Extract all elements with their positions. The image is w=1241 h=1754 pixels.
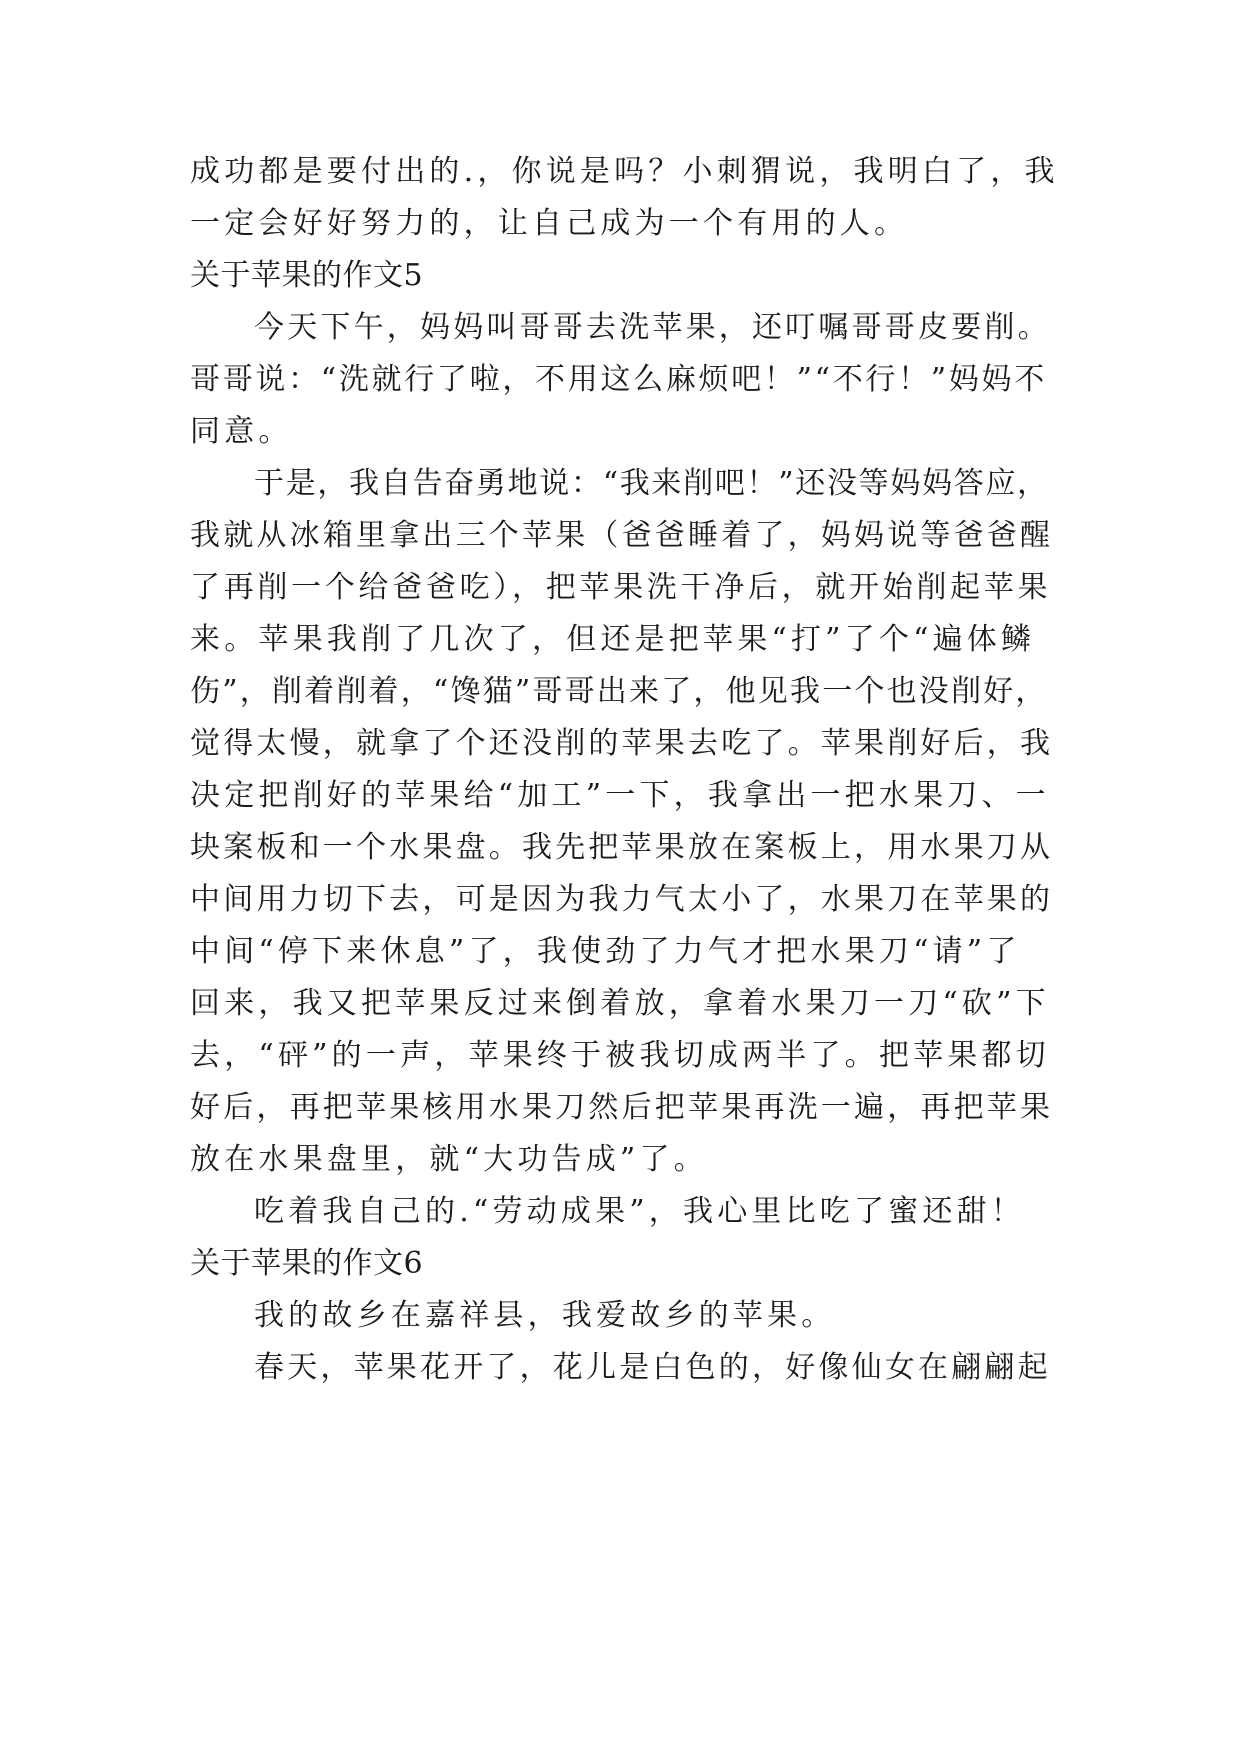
text-line: 中间“停下来休息”了，我使劲了力气才把水果刀“请”了 bbox=[190, 934, 1021, 969]
text-line: 去，“砰”的一声，苹果终于被我切成两半了。把苹果都切 bbox=[190, 1038, 1050, 1073]
text-line: 了再削一个给爸爸吃），把苹果洗干净后，就开始削起苹果 bbox=[190, 570, 1052, 605]
text-line: 来。苹果我削了几次了，但还是把苹果“打”了个“遍体鳞 bbox=[190, 622, 1036, 657]
text-line: 中间用力切下去，可是因为我力气太小了，水果刀在苹果的 bbox=[190, 882, 1054, 917]
paragraph-first-line: 今天下午，妈妈叫哥哥去洗苹果，还叮嘱哥哥皮要削。 bbox=[254, 310, 1051, 345]
text-line: 同意。 bbox=[190, 414, 293, 449]
text-line: 哥哥说：“洗就行了啦，不用这么麻烦吧！”“不行！”妈妈不 bbox=[190, 362, 1047, 397]
text-line: 回来，我又把苹果反过来倒着放，拿着水果刀一刀“砍”下 bbox=[190, 986, 1050, 1021]
text-line: 一定会好好努力的，让自己成为一个有用的人。 bbox=[190, 206, 909, 241]
text-line: 块案板和一个水果盘。我先把苹果放在案板上，用水果刀从 bbox=[190, 830, 1054, 865]
text-line: 觉得太慢，就拿了个还没削的苹果去吃了。苹果削好后，我 bbox=[190, 726, 1054, 761]
text-line: 决定把削好的苹果给“加工”一下，我拿出一把水果刀、一 bbox=[190, 778, 1050, 813]
section-heading: 关于苹果的作文5 bbox=[190, 258, 424, 293]
text-line: 成功都是要付出的.，你说是吗？小刺猬说，我明白了，我 bbox=[190, 154, 1059, 189]
paragraph-first-line: 春天，苹果花开了，花儿是白色的，好像仙女在翩翩起 bbox=[254, 1350, 1051, 1385]
section-heading: 关于苹果的作文6 bbox=[190, 1246, 424, 1281]
text-line: 我就从冰箱里拿出三个苹果（爸爸睡着了，妈妈说等爸爸醒 bbox=[190, 518, 1054, 553]
text-line: 伤”，削着削着，“馋猫”哥哥出来了，他见我一个也没削好， bbox=[190, 674, 1048, 709]
text-line: 放在水果盘里，就“大功告成”了。 bbox=[190, 1142, 708, 1177]
paragraph-first-line: 于是，我自告奋勇地说：“我来削吧！”还没等妈妈答应， bbox=[254, 466, 1049, 501]
paragraph-first-line: 吃着我自己的.“劳动成果”，我心里比吃了蜜还甜！ bbox=[254, 1194, 1026, 1229]
paragraph-first-line: 我的故乡在嘉祥县，我爱故乡的苹果。 bbox=[254, 1298, 836, 1333]
text-line: 好后，再把苹果核用水果刀然后把苹果再洗一遍，再把苹果 bbox=[190, 1090, 1054, 1125]
